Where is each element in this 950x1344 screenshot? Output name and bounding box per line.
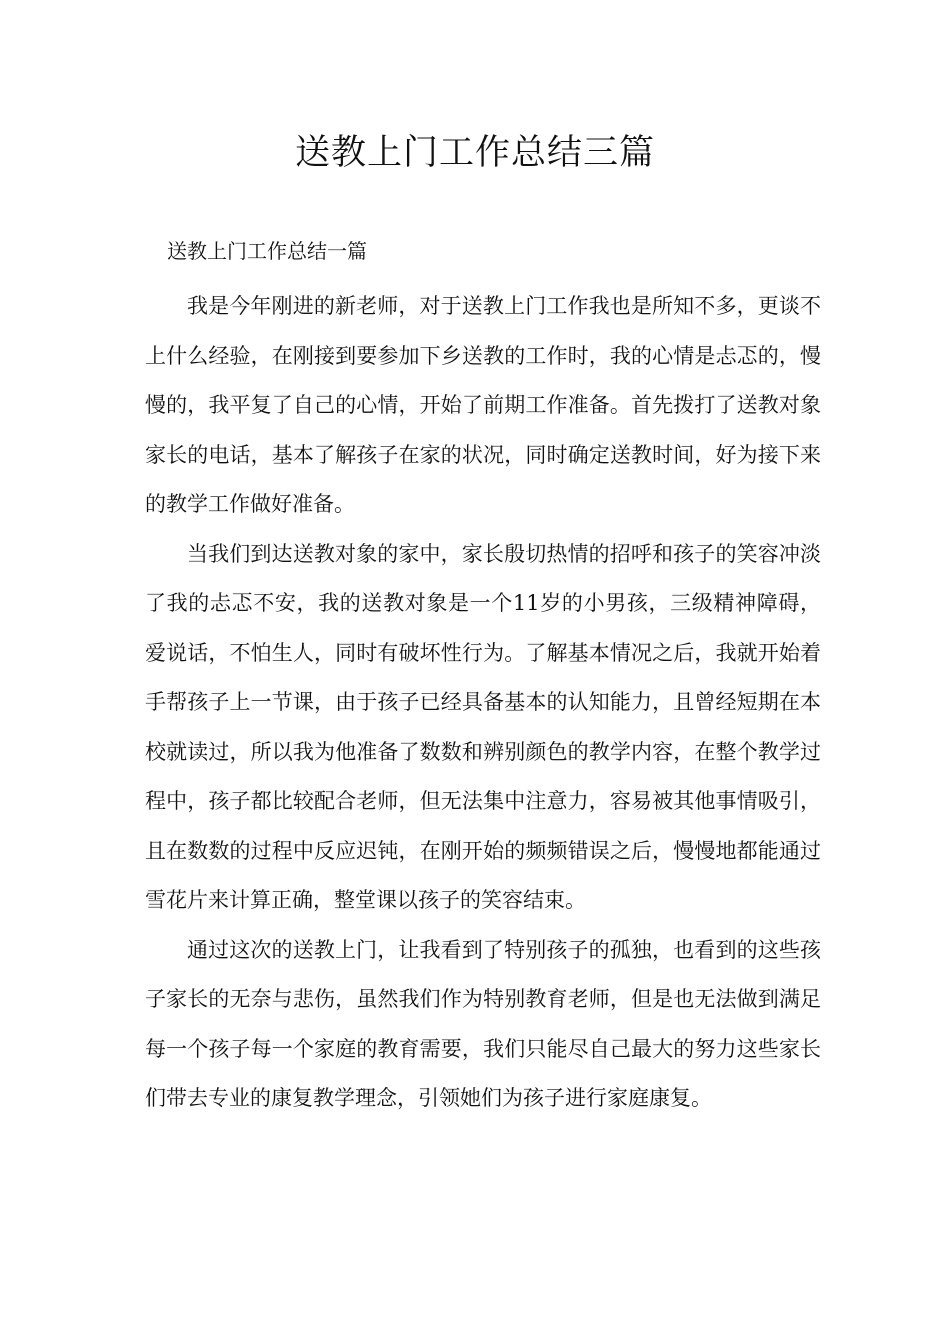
- paragraph-1: 我是今年刚进的新老师，对于送教上门工作我也是所知不多，更谈不上什么经验，在刚接到要参加下乡送教的工作时，我的心情是忐忑的，慢慢的，我平复了自己的心情，开始了前期工作准备。首先拨打了送教对象家长的电话，基本了解孩子在家的状况，同时确定送教时间，好为接下来的教学工作做好准备。: [145, 294, 821, 516]
- document-title: 送教上门工作总结三篇: [294, 133, 655, 173]
- paragraph-3: 通过这次的送教上门，让我看到了特别孩子的孤独，也看到的这些孩子家长的无奈与悲伤，虽然我们作为特别教育老师，但是也无法做到满足每一个孩子每一个家庭的教育需要，我们只能尽自己最大的努力这些家长们带去专业的康复教学理念，引领她们为孩子进行家庭康复。: [145, 937, 821, 1110]
- body-text: [145, 282, 821, 1124]
- section-subtitle: 送教上门工作总结一篇: [167, 239, 367, 263]
- paragraph-2: 当我们到达送教对象的家中，家长殷切热情的招呼和孩子的笑容冲淡了我的忐忑不安，我的送教对象是一个11岁的小男孩，三级精神障碍，爱说话，不怕生人，同时有破坏性行为。了解基本情况之后，我就开始着手帮孩子上一节课，由于孩子已经具备基本的认知能力，且曾经短期在本校就读过，所以我为他准备了数数和辨别颜色的教学内容，在整个教学过程中，孩子都比较配合老师，但无法集中注意力，容易被其他事情吸引，且在数数的过程中反应迟钝，在刚开始的频频错误之后，慢慢地都能通过雪花片来计算正确，整堂课以孩子的笑容结束。: [145, 541, 821, 912]
